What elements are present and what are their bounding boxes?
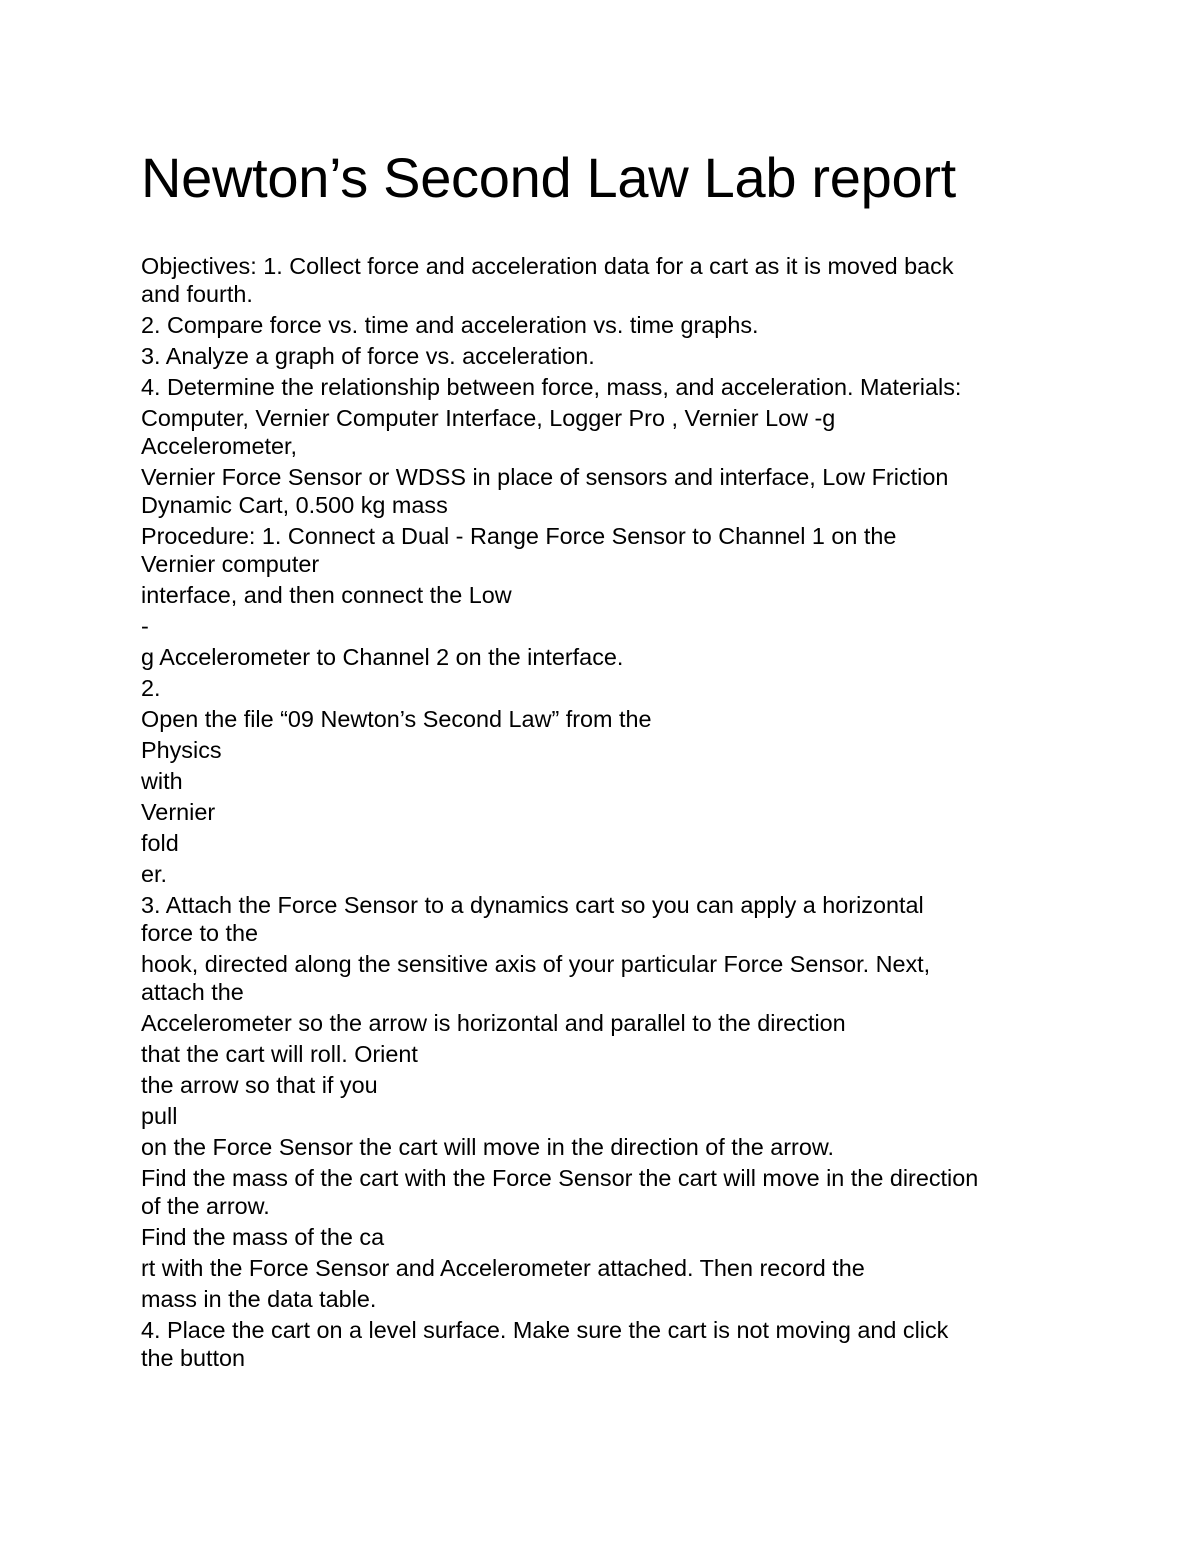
page-title: Newton’s Second Law Lab report — [141, 146, 956, 209]
text-line: Dynamic Cart, 0.500 kg mass — [141, 492, 448, 518]
text-line: Computer, Vernier Computer Interface, Logger Pro , Vernier Low -g — [141, 405, 836, 431]
text-line: Vernier computer — [141, 551, 320, 577]
text-line: that the cart will roll. Orient — [141, 1041, 418, 1067]
text-line: mass in the data table. — [141, 1286, 377, 1312]
text-line: 3. Attach the Force Sensor to a dynamics cart so you can apply a horizontal — [141, 892, 924, 918]
text-line: 2. Compare force vs. time and acceleration vs. time graphs. — [141, 312, 759, 338]
text-line: Find the mass of the cart with the Force Sensor the cart will move in the direction — [141, 1165, 979, 1191]
text-line: - — [141, 613, 149, 639]
text-line: Procedure: 1. Connect a Dual - Range Force Sensor to Channel 1 on the — [141, 523, 897, 549]
text-line: Objectives: 1. Collect force and acceleration data for a cart as it is moved back — [141, 253, 954, 279]
text-line: Open the file “09 Newton’s Second Law” from the — [141, 706, 652, 732]
text-line: rt with the Force Sensor and Accelerometer attached. Then record the — [141, 1255, 865, 1281]
text-line: 4. Place the cart on a level surface. Make sure the cart is not moving and click — [141, 1317, 949, 1343]
text-line: g Accelerometer to Channel 2 on the interface. — [141, 644, 624, 670]
text-line: the arrow so that if you — [141, 1072, 378, 1098]
text-line: attach the — [141, 979, 244, 1005]
text-line: and fourth. — [141, 281, 253, 307]
text-line: Accelerometer, — [141, 433, 298, 459]
text-line: Vernier Force Sensor or WDSS in place of sensors and interface, Low Friction — [141, 464, 949, 490]
text-line: Accelerometer so the arrow is horizontal and parallel to the direction — [141, 1010, 846, 1036]
text-line: force to the — [141, 920, 259, 946]
text-line: of the arrow. — [141, 1193, 270, 1219]
text-line: on the Force Sensor the cart will move in the direction of the arrow. — [141, 1134, 834, 1160]
text-line: pull — [141, 1103, 178, 1129]
body-text — [141, 252, 1071, 1372]
text-line: 3. Analyze a graph of force vs. acceleration. — [141, 343, 595, 369]
text-line: 4. Determine the relationship between force, mass, and acceleration. Materials: — [141, 374, 962, 400]
text-line: fold — [141, 830, 179, 856]
text-line: 2. — [141, 675, 161, 701]
text-line: Physics — [141, 737, 222, 763]
text-line: er. — [141, 861, 168, 887]
text-line: Vernier — [141, 799, 216, 825]
text-line: Find the mass of the ca — [141, 1224, 385, 1250]
text-line: with — [141, 768, 183, 794]
text-line: interface, and then connect the Low — [141, 582, 512, 608]
text-line: hook, directed along the sensitive axis of your particular Force Sensor. Next, — [141, 951, 931, 977]
text-line: the button — [141, 1345, 246, 1371]
